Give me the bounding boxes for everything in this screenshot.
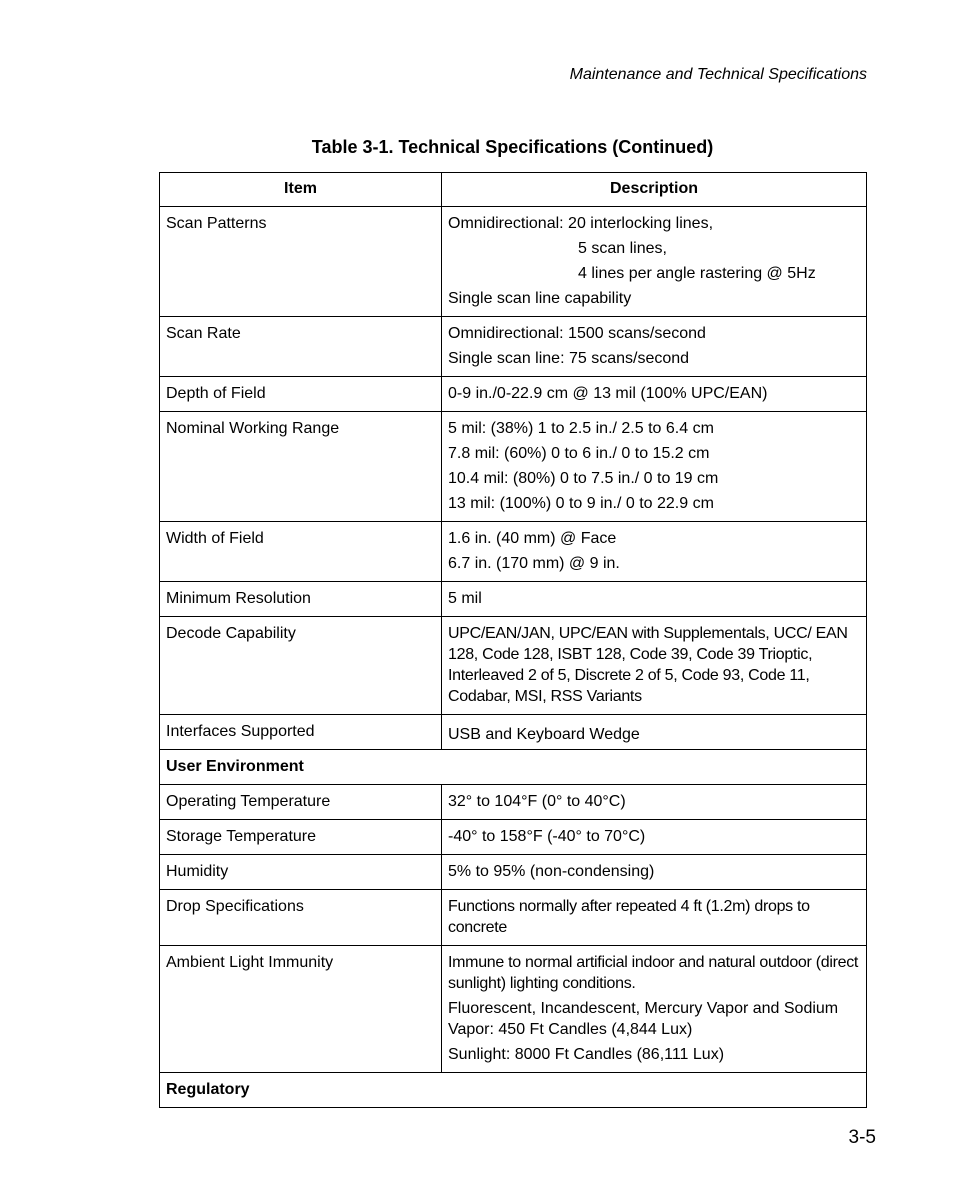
description-line: Sunlight: 8000 Ft Candles (86,111 Lux) — [448, 1046, 725, 1063]
table-row — [160, 412, 867, 522]
description-line: 7.8 mil: (60%) 0 to 6 in./ 0 to 15.2 cm — [448, 445, 710, 462]
table-row — [160, 617, 867, 715]
description-line: -40° to 158°F (-40° to 70°C) — [448, 828, 646, 845]
section-heading: Regulatory — [160, 1073, 867, 1108]
item-cell: Scan Rate — [160, 317, 442, 377]
table-row — [160, 377, 867, 412]
table-row — [160, 317, 867, 377]
description-line: Single scan line capability — [448, 290, 632, 307]
description-cell — [442, 582, 867, 617]
description-line: UPC/EAN/JAN, UPC/EAN with Supplementals, UCC/ EAN 128, Code 128, ISBT 128, Code 39, Code 39 Trioptic, Interleaved 2 of 5, Discrete 2 of 5, Code 93, Code 11, Codabar, MSI, RSS Variants — [448, 625, 848, 705]
description-line: Functions normally after repeated 4 ft (1.2m) drops to concrete — [448, 898, 810, 936]
description-line: 5 scan lines, — [578, 240, 667, 257]
item-cell: Ambient Light Immunity — [160, 946, 442, 1073]
item-cell: Operating Temperature — [160, 785, 442, 820]
description-line: 13 mil: (100%) 0 to 9 in./ 0 to 22.9 cm — [448, 495, 714, 512]
description-cell — [442, 820, 867, 855]
description-cell — [442, 890, 867, 946]
table-row — [160, 715, 867, 750]
description-line: Fluorescent, Incandescent, Mercury Vapor and Sodium Vapor: 450 Ft Candles (4,844 Lux) — [448, 1000, 839, 1038]
description-line: Omnidirectional: 20 interlocking lines, — [448, 215, 714, 232]
description-cell — [442, 617, 867, 715]
table-row — [160, 890, 867, 946]
table-row — [160, 785, 867, 820]
description-cell — [442, 522, 867, 582]
table-row — [160, 522, 867, 582]
description-cell — [442, 412, 867, 522]
page-number: 3-5 — [848, 1127, 876, 1148]
description-line: 32° to 104°F (0° to 40°C) — [448, 793, 626, 810]
table-row — [160, 207, 867, 317]
table-row — [160, 820, 867, 855]
description-cell — [442, 715, 867, 750]
item-cell: Drop Specifications — [160, 890, 442, 946]
description-line: 6.7 in. (170 mm) @ 9 in. — [448, 555, 620, 572]
description-cell — [442, 946, 867, 1073]
running-header: Maintenance and Technical Specifications — [569, 66, 867, 83]
description-cell — [442, 855, 867, 890]
table-row — [160, 946, 867, 1073]
description-cell — [442, 785, 867, 820]
item-cell: Nominal Working Range — [160, 412, 442, 522]
section-heading: User Environment — [160, 750, 867, 785]
description-cell — [442, 317, 867, 377]
item-cell: Storage Temperature — [160, 820, 442, 855]
description-line: 0-9 in./0-22.9 cm @ 13 mil (100% UPC/EAN) — [448, 385, 768, 402]
description-line: 4 lines per angle rastering @ 5Hz — [578, 265, 816, 282]
description-line: Immune to normal artificial indoor and natural outdoor (direct sunlight) lighting conditions. — [448, 954, 859, 992]
description-line: USB and Keyboard Wedge — [448, 726, 640, 743]
description-cell — [442, 377, 867, 412]
spec-table — [159, 172, 867, 1108]
table-row — [160, 855, 867, 890]
item-cell: Minimum Resolution — [160, 582, 442, 617]
column-header-description: Description — [442, 173, 867, 207]
item-cell: Decode Capability — [160, 617, 442, 715]
description-line: 5% to 95% (non-condensing) — [448, 863, 655, 880]
description-line: Omnidirectional: 1500 scans/second — [448, 325, 706, 342]
table-caption: Table 3-1. Technical Specifications (Continued) — [311, 137, 714, 157]
item-cell: Scan Patterns — [160, 207, 442, 317]
description-line: 10.4 mil: (80%) 0 to 7.5 in./ 0 to 19 cm — [448, 470, 719, 487]
table-header-row — [160, 173, 867, 207]
section-row — [160, 750, 867, 785]
item-cell: Humidity — [160, 855, 442, 890]
table-row — [160, 582, 867, 617]
item-cell: Width of Field — [160, 522, 442, 582]
column-header-item: Item — [160, 173, 442, 207]
description-line: 1.6 in. (40 mm) @ Face — [448, 530, 617, 547]
description-cell — [442, 207, 867, 317]
section-row — [160, 1073, 867, 1108]
description-line: 5 mil: (38%) 1 to 2.5 in./ 2.5 to 6.4 cm — [448, 420, 714, 437]
item-cell: Depth of Field — [160, 377, 442, 412]
item-cell: Interfaces Supported — [160, 715, 442, 750]
description-line: 5 mil — [448, 590, 482, 607]
description-line: Single scan line: 75 scans/second — [448, 350, 690, 367]
